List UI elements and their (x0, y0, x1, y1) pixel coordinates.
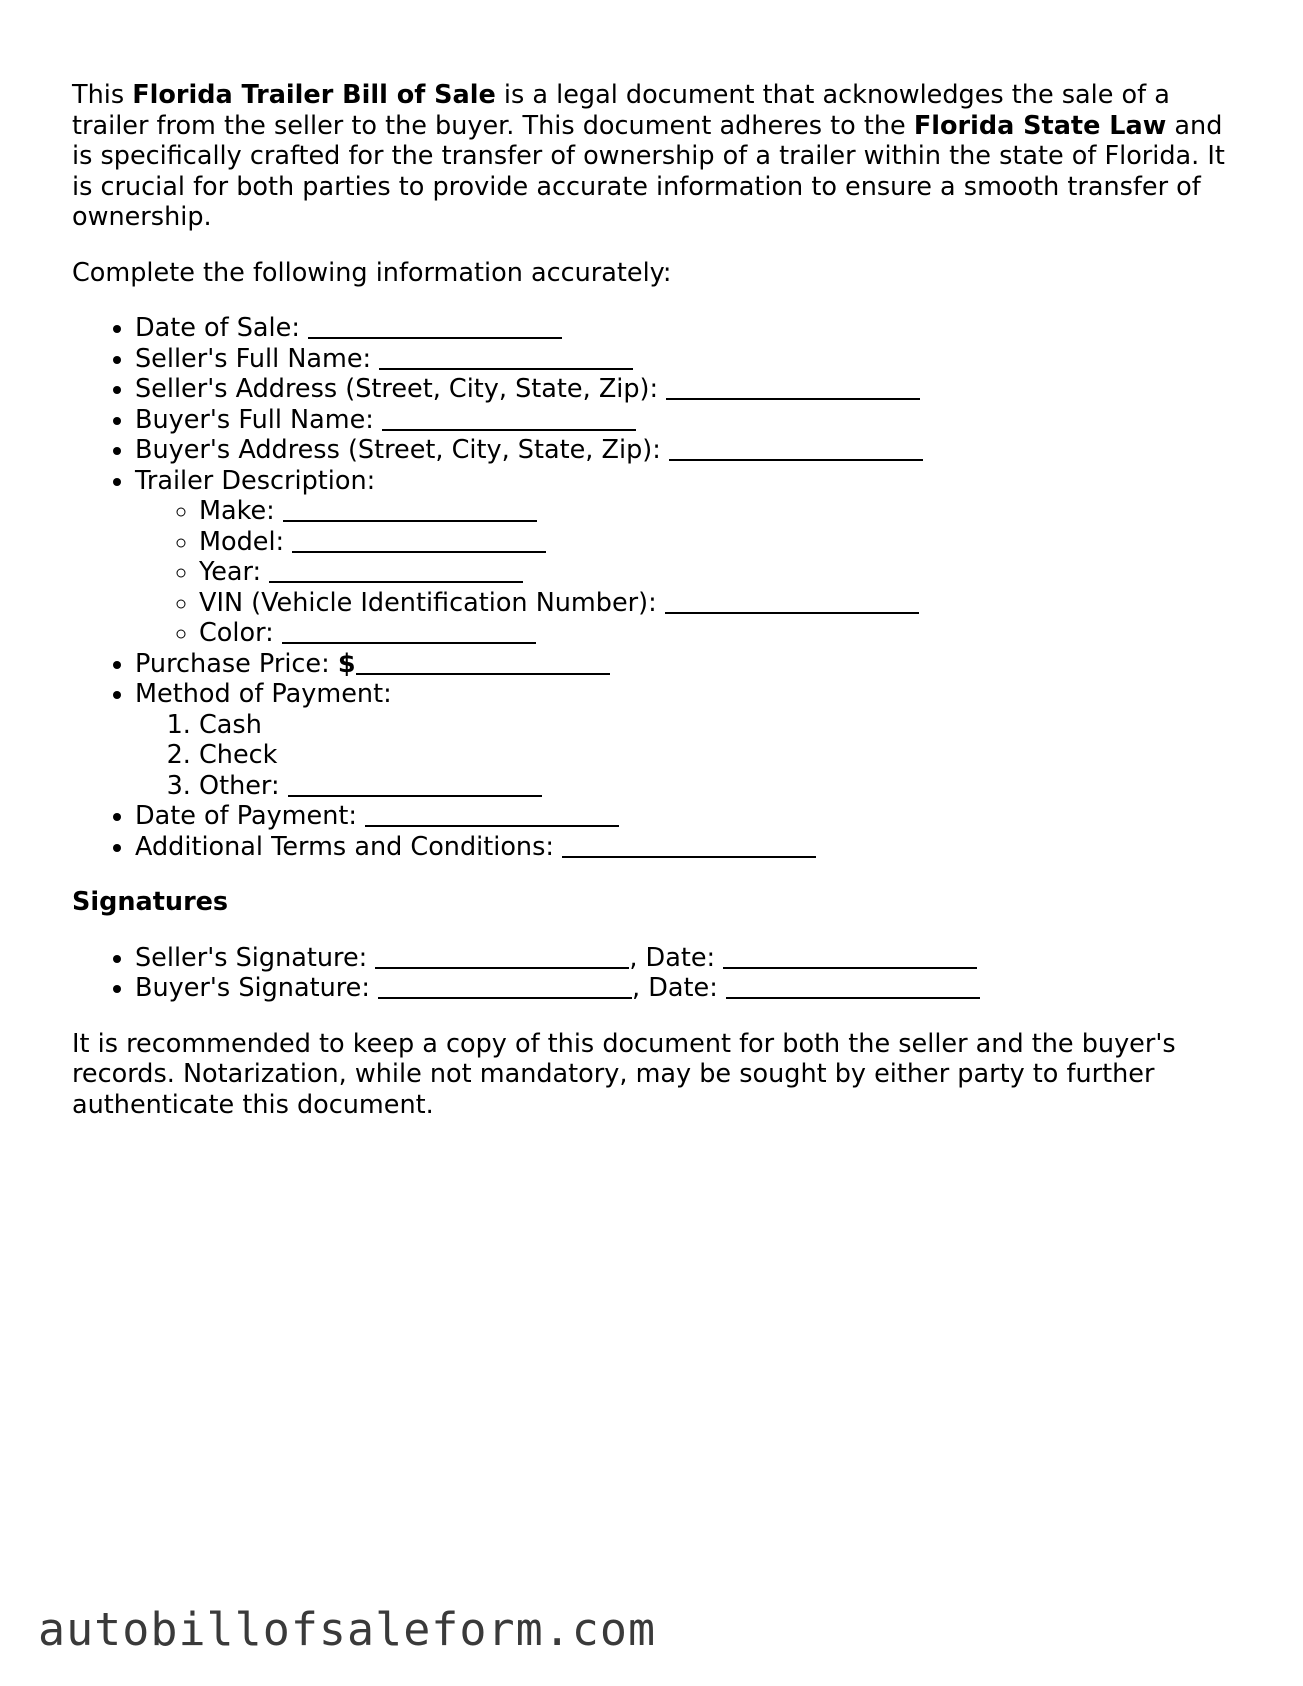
trailer-description-label: Trailer Description: (135, 465, 376, 496)
date-of-sale-blank[interactable] (308, 337, 562, 339)
intro-text-2: is a legal document that acknowledges the sale of a trailer from the seller to the buyer. This document adheres to the (72, 80, 1170, 141)
list-item-year (199, 557, 1242, 588)
list-item-date-of-sale (135, 313, 1242, 344)
other-label: Other: (199, 770, 288, 801)
color-blank[interactable] (282, 642, 536, 644)
other-blank[interactable] (288, 795, 542, 797)
document-body (72, 80, 1242, 1120)
list-item-model (199, 527, 1242, 558)
payment-methods-list (135, 710, 1242, 802)
additional-terms-blank[interactable] (562, 856, 816, 858)
signatures-list (72, 943, 1242, 1004)
dollar-sign: $ (337, 648, 356, 679)
site-watermark: autobillofsaleform.com (38, 1603, 657, 1656)
seller-address-blank[interactable] (666, 398, 920, 400)
list-item-purchase-price (135, 649, 1242, 680)
list-item-seller-address (135, 374, 1242, 405)
list-item-buyer-signature (135, 973, 1242, 1004)
list-item-additional-terms (135, 832, 1242, 863)
list-item-color (199, 618, 1242, 649)
list-item-buyer-name (135, 405, 1242, 436)
vin-blank[interactable] (665, 612, 919, 614)
document-title-bold: Florida Trailer Bill of Sale (132, 80, 496, 110)
list-item-vin (199, 588, 1242, 619)
year-label: Year: (199, 557, 270, 587)
year-blank[interactable] (269, 581, 523, 583)
seller-name-blank[interactable] (379, 368, 633, 370)
payment-method-other (199, 771, 1242, 802)
seller-address-label: Seller's Address (Street, City, State, Zip): (135, 374, 667, 404)
buyer-signature-label: Buyer's Signature: (135, 973, 379, 1003)
buyer-date-label: , Date: (632, 973, 726, 1003)
information-list (72, 313, 1242, 862)
intro-text-3: and is specifically crafted for the transfer of ownership of a trailer within the state of Florida. It is crucial for both parties to provide accurate information to ensure a smooth transfer of ownership. (72, 110, 1225, 232)
list-item-seller-name (135, 344, 1242, 375)
trailer-details-list (135, 496, 1242, 649)
make-label: Make: (199, 496, 283, 526)
vin-label: VIN (Vehicle Identification Number): (199, 587, 665, 618)
list-item-trailer-description (135, 466, 1242, 649)
purchase-price-label: Purchase Price: (135, 648, 338, 679)
seller-date-blank[interactable] (723, 967, 977, 969)
method-of-payment-label: Method of Payment: (135, 679, 392, 709)
buyer-name-label: Buyer's Full Name: (135, 404, 382, 435)
payment-method-check: 2. Check (199, 740, 1242, 771)
color-label: Color: (199, 618, 282, 648)
seller-signature-label: Seller's Signature: (135, 942, 376, 973)
instructions-text: Complete the following information accurately: (72, 257, 672, 288)
signatures-heading: Signatures (72, 887, 229, 917)
make-blank[interactable] (283, 520, 537, 522)
additional-terms-label: Additional Terms and Conditions: (135, 831, 563, 862)
intro-paragraph (72, 80, 1242, 233)
date-of-payment-label: Date of Payment: (135, 801, 366, 831)
buyer-address-label: Buyer's Address (Street, City, State, Zip): (135, 435, 669, 465)
list-item-buyer-address (135, 435, 1242, 466)
date-of-sale-label: Date of Sale: (135, 313, 309, 343)
list-item-seller-signature (135, 943, 1242, 974)
list-item-method-of-payment (135, 679, 1242, 801)
model-blank[interactable] (292, 551, 546, 553)
date-of-payment-blank[interactable] (365, 825, 619, 827)
buyer-name-blank[interactable] (382, 429, 636, 431)
closing-paragraph: It is recommended to keep a copy of this document for both the seller and the buyer's records. Notarization, while not mandatory, may be sought by either party to further authenticate this document. (72, 1028, 1176, 1120)
buyer-signature-blank[interactable] (378, 997, 632, 999)
payment-method-cash: 1. Cash (199, 710, 1242, 741)
list-item-make (199, 496, 1242, 527)
purchase-price-blank[interactable] (356, 673, 610, 675)
intro-text-1: This (72, 80, 133, 110)
buyer-date-blank[interactable] (726, 997, 980, 999)
state-law-bold: Florida State Law (913, 110, 1167, 141)
seller-name-label: Seller's Full Name: (135, 343, 380, 374)
list-item-date-of-payment (135, 801, 1242, 832)
buyer-address-blank[interactable] (669, 459, 923, 461)
seller-signature-blank[interactable] (375, 967, 629, 969)
model-label: Model: (199, 526, 293, 557)
seller-date-label: , Date: (629, 942, 724, 973)
